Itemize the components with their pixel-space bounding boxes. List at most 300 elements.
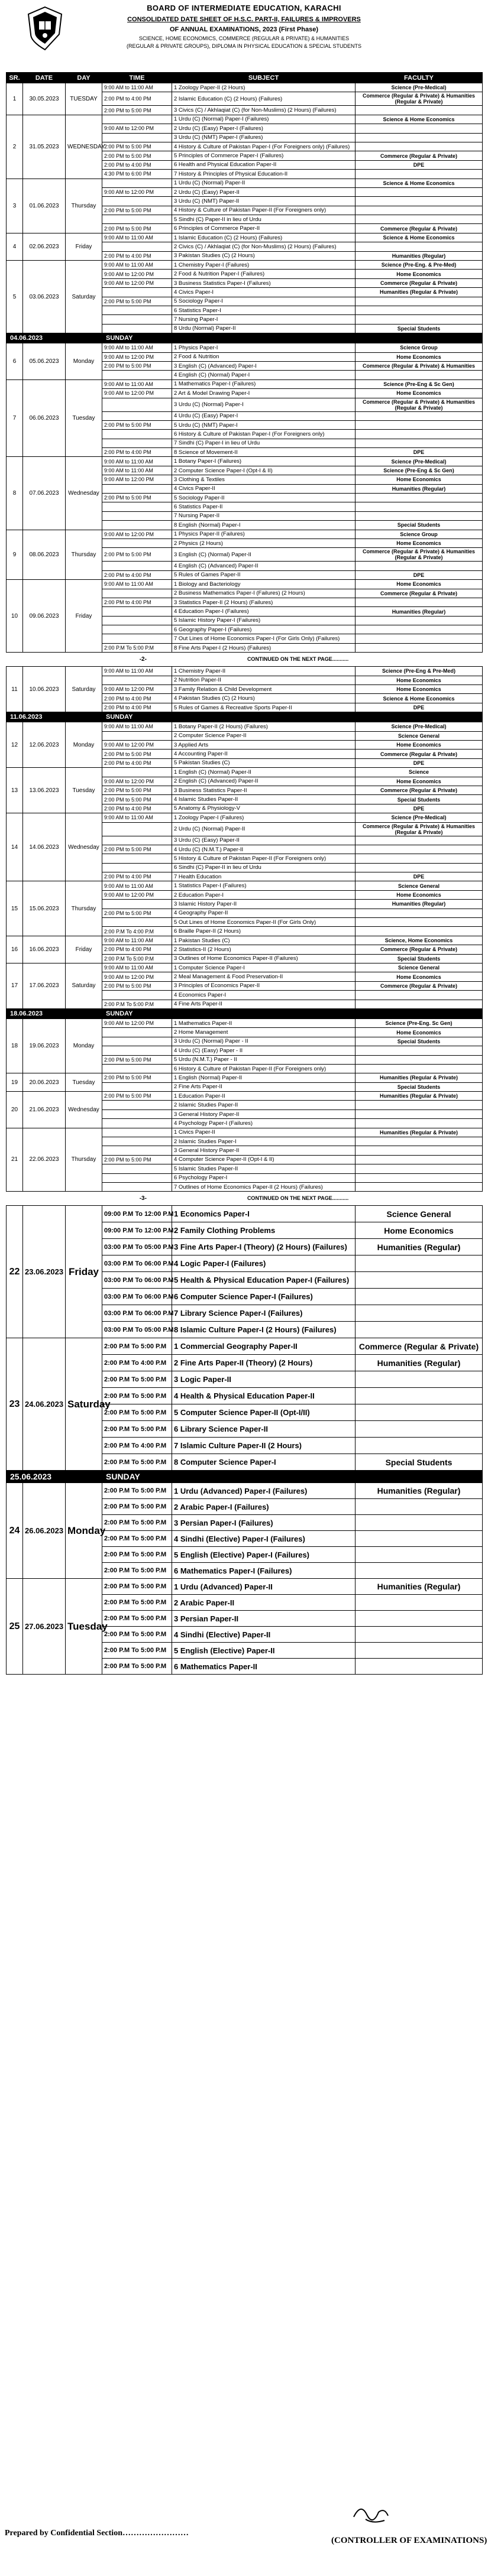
timetable-page-2 [6, 666, 483, 1192]
subject-cell: 3 Business Statistics Paper-II [172, 786, 356, 794]
serial-no: 18 [7, 1018, 23, 1073]
subject-cell: 1 Islamic Education (C) (2 Hours) (Failures) [172, 233, 356, 242]
time-cell [102, 1137, 172, 1146]
subject-cell: 2 Fine Arts Paper-II [172, 1082, 356, 1091]
faculty-cell: Science & Home Economics [356, 694, 483, 703]
faculty-cell: Commerce (Regular & Private) [356, 750, 483, 758]
faculty-cell [356, 315, 483, 324]
subject-cell: 3 Urdu (C) (NMT) Paper-II [172, 197, 356, 206]
sunday-label: SUNDAY [102, 1008, 483, 1018]
page-header [0, 0, 488, 72]
table-row [7, 881, 483, 890]
subject-cell: 4 Sindhi (Elective) Paper-II [172, 1627, 356, 1643]
faculty-cell: DPE [356, 872, 483, 881]
subject-cell: 4 Urdu (C) (Easy) Paper-I [172, 411, 356, 420]
subject-cell: 2 Business Mathematics Paper-I (Failures) (2 Hours) [172, 589, 356, 598]
time-cell: 9:00 AM to 12:00 PM [102, 352, 172, 361]
faculty-cell [356, 106, 483, 115]
subject-cell: 3 Family Relation & Child Development [172, 685, 356, 694]
time-cell: 9:00 AM to 11:00 AM [102, 580, 172, 589]
table-row [7, 457, 483, 466]
subject-cell: 4 Civics Paper-I [172, 288, 356, 297]
time-cell: 2:00 P.M To 4:00 P.M [102, 1438, 172, 1454]
subject-cell: 1 Computer Science Paper-I [172, 963, 356, 972]
faculty-cell [356, 170, 483, 179]
subject-cell: 1 Urdu (C) (Normal) Paper-II [172, 179, 356, 187]
table-row [7, 1579, 483, 1595]
subject-cell: 8 Science of Movement-II [172, 448, 356, 457]
faculty-cell: DPE [356, 448, 483, 457]
time-cell: 9:00 AM to 11:00 AM [102, 261, 172, 270]
faculty-cell [356, 1371, 483, 1388]
subject-cell: 3 Islamic History Paper-II [172, 900, 356, 909]
table-row [7, 379, 483, 388]
time-cell [102, 1109, 172, 1118]
subject-cell: 4 History & Culture of Pakistan Paper-I (For Foreigners only) (Failures) [172, 142, 356, 151]
faculty-cell [356, 1531, 483, 1547]
subject-cell: 1 Urdu (Advanced) Paper-I (Failures) [172, 1483, 356, 1499]
time-cell [102, 179, 172, 187]
time-cell: 2:00 P.M To 5:00 P.M [102, 1643, 172, 1659]
subject-cell: 6 Braille Paper-II (2 Hours) [172, 927, 356, 936]
time-cell: 09:00 P.M To 12:00 P.M [102, 1206, 172, 1222]
faculty-cell [356, 1137, 483, 1146]
subject-cell: 5 Pakistan Studies (C) [172, 758, 356, 767]
subject-cell: 7 Islamic Culture Paper-II (2 Hours) [172, 1438, 356, 1454]
time-cell [102, 625, 172, 634]
faculty-cell: Humanities (Regular) [356, 251, 483, 260]
timetable [0, 72, 488, 1675]
time-cell [102, 1028, 172, 1037]
serial-no: 11 [7, 667, 23, 712]
time-cell [102, 854, 172, 863]
col-header: TIME [102, 73, 172, 83]
faculty-cell [356, 1322, 483, 1338]
faculty-cell [356, 598, 483, 606]
subject-cell: 6 Mathematics Paper-II [172, 1659, 356, 1675]
subject-cell: 1 Statistics Paper-I (Failures) [172, 881, 356, 890]
exam-date: 01.06.2023 [23, 179, 66, 233]
time-cell: 2:00 PM to 4:00 PM [102, 872, 172, 881]
faculty-cell [356, 1101, 483, 1109]
faculty-cell: Home Economics [356, 538, 483, 547]
time-cell: 2:00 PM to 4:00 PM [102, 598, 172, 606]
faculty-cell: Humanities (Regular) [356, 1579, 483, 1595]
time-cell: 2:00 P.M To 5:00 P.M [102, 1483, 172, 1499]
faculty-cell [356, 643, 483, 652]
time-cell: 2:00 P.M To 4:00 P.M [102, 927, 172, 936]
time-cell [102, 900, 172, 909]
subject-cell: 1 English (C) (Normal) Paper-II [172, 768, 356, 777]
faculty-cell: Home Economics [356, 580, 483, 589]
exam-title: OF ANNUAL EXAMINATIONS, 2023 (First Phase) [169, 26, 318, 33]
subject-cell: 2 English (C) (Advanced) Paper-II [172, 777, 356, 786]
exam-date: 14.06.2023 [23, 813, 66, 881]
exam-date: 19.06.2023 [23, 1018, 66, 1073]
time-cell: 9:00 AM to 12:00 PM [102, 685, 172, 694]
time-cell: 2:00 P.M To 5:00 P.M [102, 1404, 172, 1421]
faculty-cell: Commerce (Regular & Private) & Humanities [356, 361, 483, 370]
subject-cell: 5 Anatomy & Physiology-V [172, 804, 356, 813]
faculty-cell: Science, Home Economics [356, 936, 483, 945]
time-cell: 03:00 P.M To 06:00 P.M [102, 1289, 172, 1305]
time-cell [102, 1046, 172, 1055]
exam-date: 22.06.2023 [23, 1128, 66, 1192]
subject-cell: 3 Clothing & Textiles [172, 475, 356, 484]
faculty-cell: Science Group [356, 530, 483, 538]
faculty-cell: Humanities (Regular & Private) [356, 1128, 483, 1137]
time-cell: 2:00 P.M To 5:00 P.M [102, 1627, 172, 1643]
exam-day: Friday [66, 580, 102, 653]
table-row [7, 1018, 483, 1027]
time-cell: 2:00 P.M To 5:00 P.M [102, 1000, 172, 1008]
subject-cell: 2 Food & Nutrition [172, 352, 356, 361]
time-cell: 2:00 P.M To 5:00 P.M [102, 1421, 172, 1438]
time-cell: 2:00 PM to 4:00 PM [102, 570, 172, 579]
subject-cell: 2 Arabic Paper-I (Failures) [172, 1499, 356, 1515]
time-cell [102, 1119, 172, 1128]
exam-date: 06.06.2023 [23, 379, 66, 457]
subject-cell: 7 Health Education [172, 872, 356, 881]
sunday-row [7, 1008, 483, 1018]
serial-no: 9 [7, 530, 23, 580]
faculty-cell [356, 1155, 483, 1164]
subject-cell: 2 Civics (C) / Akhlaqiat (C) (for Non-Muslims) (2 Hours) (Failures) [172, 242, 356, 251]
sunday-date: 25.06.2023 [7, 1471, 102, 1483]
time-cell [102, 1128, 172, 1137]
time-cell: 2:00 PM to 5:00 PM [102, 1055, 172, 1064]
time-cell [102, 242, 172, 251]
page-break [0, 1192, 488, 1205]
board-logo-icon [25, 5, 65, 52]
time-cell [102, 197, 172, 206]
time-cell: 03:00 P.M To 05:00 P.M [102, 1322, 172, 1338]
faculty-cell [356, 634, 483, 643]
subject-cell: 1 English (Normal) Paper-II [172, 1073, 356, 1082]
faculty-cell [356, 1404, 483, 1421]
time-cell: 9:00 AM to 12:00 PM [102, 278, 172, 287]
time-cell: 2:00 PM to 5:00 PM [102, 909, 172, 917]
subject-cell: 4 Urdu (C) (Easy) Paper - II [172, 1046, 356, 1055]
faculty-cell: Science General [356, 731, 483, 740]
subject-cell: 5 Islamic History Paper-I (Failures) [172, 616, 356, 625]
exam-date: 30.05.2023 [23, 83, 66, 115]
exam-day: Saturday [66, 667, 102, 712]
time-cell: 2:00 PM to 5:00 PM [102, 981, 172, 990]
faculty-cell [356, 927, 483, 936]
faculty-cell: Special Students [356, 324, 483, 333]
time-cell: 2:00 P.M To 5:00 P.M [102, 1659, 172, 1675]
groups-line-2: (REGULAR & PRIVATE GROUPS), DIPLOMA IN PHYSICAL EDUCATION & SPECIAL STUDENTS [127, 43, 361, 49]
serial-no: 10 [7, 580, 23, 653]
faculty-cell: Science (Pre-Medical) [356, 83, 483, 92]
faculty-cell [356, 1173, 483, 1182]
exam-day: Monday [66, 1483, 102, 1579]
serial-no: 20 [7, 1092, 23, 1128]
serial-no: 23 [7, 1338, 23, 1471]
subject-cell: 8 Urdu (Normal) Paper-II [172, 324, 356, 333]
subject-cell: 1 Economics Paper-I [172, 1206, 356, 1222]
time-cell: 2:00 PM to 5:00 PM [102, 1092, 172, 1101]
subject-cell: 3 English (C) (Advanced) Paper-I [172, 361, 356, 370]
faculty-cell [356, 1438, 483, 1454]
subject-cell: 2 Urdu (C) (Easy) Paper-I (Failures) [172, 124, 356, 133]
exam-day: Thursday [66, 881, 102, 936]
sunday-date: 04.06.2023 [7, 333, 102, 343]
subject-cell: 2 Physics (2 Hours) [172, 538, 356, 547]
exam-date: 24.06.2023 [23, 1338, 66, 1471]
faculty-cell: Humanities (Regular) [356, 900, 483, 909]
time-cell: 2:00 PM to 5:00 PM [102, 106, 172, 115]
serial-no: 1 [7, 83, 23, 115]
faculty-cell: Home Economics [356, 352, 483, 361]
time-cell: 2:00 P.M To 5:00 P.M [102, 954, 172, 963]
faculty-cell: Home Economics [356, 972, 483, 981]
serial-no: 12 [7, 722, 23, 768]
groups-line: SCIENCE, HOME ECONOMICS, COMMERCE (REGULAR & PRIVATE) & HUMANITIES [138, 35, 350, 41]
subject-cell: 4 Logic Paper-I (Failures) [172, 1255, 356, 1272]
sunday-row [7, 712, 483, 722]
sunday-label: SUNDAY [102, 1471, 483, 1483]
serial-no: 6 [7, 343, 23, 380]
time-cell: 2:00 P.M To 5:00 P.M [102, 1611, 172, 1627]
subject-cell: 6 Library Science Paper-II [172, 1421, 356, 1438]
exam-date: 13.06.2023 [23, 768, 66, 813]
faculty-cell [356, 439, 483, 447]
time-cell: 9:00 AM to 11:00 AM [102, 379, 172, 388]
exam-day: Thursday [66, 530, 102, 580]
sunday-label: SUNDAY [102, 712, 483, 722]
time-cell: 9:00 AM to 12:00 PM [102, 777, 172, 786]
faculty-cell [356, 1109, 483, 1118]
time-cell: 2:00 PM to 4:00 PM [102, 945, 172, 954]
time-cell [102, 676, 172, 684]
col-header: SR. [7, 73, 23, 83]
faculty-cell [356, 1563, 483, 1579]
faculty-cell [356, 420, 483, 429]
subject-cell: 2 Urdu (C) (Easy) Paper-II [172, 187, 356, 196]
faculty-cell: Science & Home Economics [356, 115, 483, 124]
continued-note: CONTINUED ON THE NEXT PAGE........... [247, 1195, 349, 1202]
continued-note: CONTINUED ON THE NEXT PAGE........... [247, 656, 349, 663]
faculty-cell [356, 1119, 483, 1128]
faculty-cell [356, 1595, 483, 1611]
serial-no: 14 [7, 813, 23, 881]
exam-date: 31.05.2023 [23, 115, 66, 179]
serial-no: 17 [7, 963, 23, 1008]
subject-cell: 3 Statistics Paper-II (2 Hours) (Failures) [172, 598, 356, 606]
faculty-cell: Science (Pre-Eng & Pre-Med) [356, 667, 483, 676]
time-cell: 9:00 AM to 12:00 PM [102, 972, 172, 981]
time-cell: 2:00 P.M To 5:00 P.M [102, 643, 172, 652]
exam-date: 12.06.2023 [23, 722, 66, 768]
subject-cell: 4 Health & Physical Education Paper-II [172, 1388, 356, 1404]
time-cell [102, 1037, 172, 1046]
time-cell: 2:00 PM to 4:00 PM [102, 758, 172, 767]
subject-cell: 1 Urdu (C) (Normal) Paper-I (Failures) [172, 115, 356, 124]
table-row [7, 179, 483, 187]
col-header: SUBJECT [172, 73, 356, 83]
faculty-cell: Commerce (Regular & Private) [356, 224, 483, 233]
exam-day: TUESDAY [66, 83, 102, 115]
exam-date: 03.06.2023 [23, 261, 66, 333]
faculty-cell [356, 124, 483, 133]
time-cell: 2:00 PM to 5:00 PM [102, 420, 172, 429]
faculty-cell [356, 991, 483, 1000]
faculty-cell: Science & Home Economics [356, 233, 483, 242]
time-cell: 9:00 AM to 11:00 AM [102, 722, 172, 731]
exam-date: 02.06.2023 [23, 233, 66, 260]
time-cell: 9:00 AM to 12:00 PM [102, 270, 172, 278]
time-cell: 2:00 P.M To 5:00 P.M [102, 1595, 172, 1611]
faculty-cell: Science (Pre-Eng. Sc Gen) [356, 1018, 483, 1027]
exam-date: 27.06.2023 [23, 1579, 66, 1675]
faculty-cell [356, 1388, 483, 1404]
faculty-cell [356, 1064, 483, 1073]
time-cell [102, 411, 172, 420]
serial-no: 15 [7, 881, 23, 936]
subject-cell: 3 Principles of Economics Paper-II [172, 981, 356, 990]
subject-cell: 2 Computer Science Paper-II [172, 731, 356, 740]
subject-cell: 3 Fine Arts Paper-I (Theory) (2 Hours) (Failures) [172, 1239, 356, 1255]
subject-cell: 5 Sociology Paper-II [172, 494, 356, 502]
time-cell: 2:00 P.M To 5:00 P.M [102, 1338, 172, 1355]
time-cell: 9:00 AM to 12:00 PM [102, 475, 172, 484]
exam-date: 23.06.2023 [23, 1206, 66, 1338]
faculty-cell: DPE [356, 758, 483, 767]
time-cell: 2:00 P.M To 4:00 P.M [102, 1355, 172, 1371]
subject-cell: 5 English (Elective) Paper-II [172, 1643, 356, 1659]
exam-day: Thursday [66, 1128, 102, 1192]
time-cell: 2:00 PM to 5:00 PM [102, 1073, 172, 1082]
faculty-cell [356, 494, 483, 502]
exam-day: Friday [66, 233, 102, 260]
time-cell [102, 315, 172, 324]
subject-cell: 2 Computer Science Paper-I (Opt-I & II) [172, 466, 356, 475]
time-cell: 03:00 P.M To 06:00 P.M [102, 1305, 172, 1322]
subject-cell: 4 Accounting Paper-II [172, 750, 356, 758]
table-row [7, 936, 483, 945]
subject-cell: 8 Islamic Culture Paper-I (2 Hours) (Failures) [172, 1322, 356, 1338]
exam-day: WEDNESDAY [66, 115, 102, 179]
faculty-cell [356, 1547, 483, 1563]
faculty-cell [356, 909, 483, 917]
subject-cell: 6 History & Culture of Pakistan Paper-I (For Foreigners only) [172, 430, 356, 439]
time-cell [102, 607, 172, 616]
exam-date: 20.06.2023 [23, 1073, 66, 1092]
subject-cell: 5 English (Elective) Paper-I (Failures) [172, 1547, 356, 1563]
exam-day: Tuesday [66, 1579, 102, 1675]
faculty-cell: Special Students [356, 521, 483, 530]
col-header: DAY [66, 73, 102, 83]
time-cell: 9:00 AM to 11:00 AM [102, 881, 172, 890]
faculty-cell: Home Economics [356, 777, 483, 786]
subject-cell: 5 Sociology Paper-I [172, 297, 356, 306]
time-cell: 9:00 AM to 11:00 AM [102, 813, 172, 822]
footer [0, 2487, 488, 2558]
subject-cell: 3 Urdu (C) (Easy) Paper-II [172, 836, 356, 845]
timetable-page-1 [6, 72, 483, 653]
faculty-cell: Commerce (Regular & Private) & Humanities (Regular & Private) [356, 398, 483, 411]
faculty-cell [356, 371, 483, 379]
subject-cell: 1 Commercial Geography Paper-II [172, 1338, 356, 1355]
faculty-cell: Science (Pre-Medical) [356, 457, 483, 466]
time-cell: 2:00 PM to 4:00 PM [102, 448, 172, 457]
time-cell: 2:00 P.M To 5:00 P.M [102, 1371, 172, 1388]
exam-date: 21.06.2023 [23, 1092, 66, 1128]
subject-cell: 1 Zoology Paper-II (2 Hours) [172, 83, 356, 92]
time-cell: 2:00 P.M To 5:00 P.M [102, 1531, 172, 1547]
time-cell: 9:00 AM to 12:00 PM [102, 530, 172, 538]
page-number: -3- [139, 1195, 147, 1202]
serial-no: 7 [7, 379, 23, 457]
faculty-cell [356, 133, 483, 142]
faculty-cell: Humanities (Regular) [356, 484, 483, 493]
subject-cell: 5 Urdu (N.M.T.) Paper - II [172, 1055, 356, 1064]
subject-cell: 2 Home Management [172, 1028, 356, 1037]
time-cell [102, 324, 172, 333]
faculty-cell: Science Group [356, 343, 483, 352]
faculty-cell [356, 918, 483, 927]
faculty-cell: Special Students [356, 1454, 483, 1471]
sheet-title: CONSOLIDATED DATE SHEET OF H.S.C. PART-II, FAILURES & IMPROVERS [127, 16, 361, 23]
exam-date: 08.06.2023 [23, 530, 66, 580]
faculty-cell: Commerce (Regular & Private) & Humanities (Regular & Private) [356, 92, 483, 106]
time-cell [102, 521, 172, 530]
subject-cell: 2 Islamic Studies Paper-II [172, 1101, 356, 1109]
subject-cell: 7 Nursing Paper-II [172, 511, 356, 520]
subject-cell: 4 Education Paper-I (Failures) [172, 607, 356, 616]
subject-cell: 4 Pakistan Studies (C) (2 Hours) [172, 694, 356, 703]
subject-cell: 4 Sindhi (Elective) Paper-I (Failures) [172, 1531, 356, 1547]
time-cell [102, 398, 172, 411]
time-cell [102, 439, 172, 447]
serial-no: 19 [7, 1073, 23, 1092]
subject-cell: 3 English (C) (Normal) Paper-II [172, 548, 356, 562]
subject-cell: 3 Persian Paper-I (Failures) [172, 1515, 356, 1531]
table-row [7, 83, 483, 92]
faculty-cell: Home Economics [356, 1222, 483, 1239]
time-cell: 9:00 AM to 12:00 PM [102, 187, 172, 196]
subject-cell: 4 Fine Arts Paper-II [172, 1000, 356, 1008]
time-cell [102, 634, 172, 643]
faculty-cell: Commerce (Regular & Private) [356, 981, 483, 990]
faculty-cell [356, 206, 483, 215]
signature-icon [349, 2499, 396, 2529]
time-cell [102, 1182, 172, 1191]
subject-cell: 5 Rules of Games Paper-II [172, 570, 356, 579]
subject-cell: 1 Mathematics Paper-I (Failures) [172, 379, 356, 388]
table-row [7, 233, 483, 242]
exam-date: 15.06.2023 [23, 881, 66, 936]
subject-cell: 3 Urdu (C) (Normal) Paper - II [172, 1037, 356, 1046]
time-cell [102, 484, 172, 493]
faculty-cell: DPE [356, 570, 483, 579]
subject-cell: 5 Computer Science Paper-II (Opt-I/II) [172, 1404, 356, 1421]
table-row [7, 813, 483, 822]
table-row [7, 768, 483, 777]
subject-cell: 6 Mathematics Paper-I (Failures) [172, 1563, 356, 1579]
subject-cell: 2 Arabic Paper-II [172, 1595, 356, 1611]
faculty-cell: Home Economics [356, 389, 483, 398]
time-cell: 2:00 P.M To 5:00 P.M [102, 1499, 172, 1515]
subject-cell: 1 Urdu (Advanced) Paper-II [172, 1579, 356, 1595]
time-cell: 2:00 PM to 5:00 PM [102, 786, 172, 794]
time-cell: 9:00 AM to 12:00 PM [102, 124, 172, 133]
exam-date: 16.06.2023 [23, 936, 66, 963]
time-cell: 9:00 AM to 12:00 PM [102, 890, 172, 899]
faculty-cell [356, 1515, 483, 1531]
